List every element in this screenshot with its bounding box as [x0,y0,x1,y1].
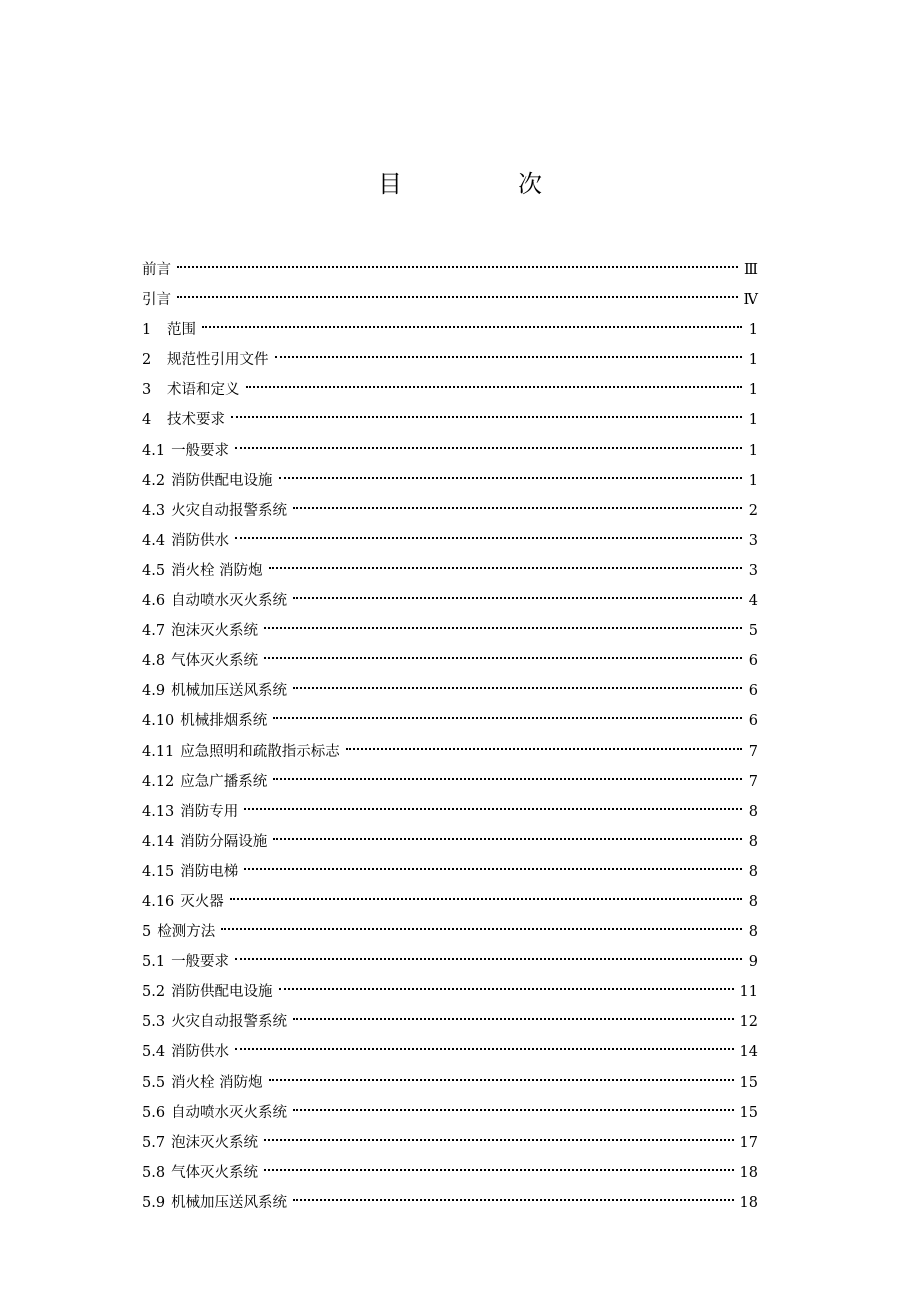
dot-leader [293,577,742,599]
page-title: 目 次 [378,170,588,198]
toc-entry[interactable] [142,1185,758,1215]
toc-entry-number: 4.11 [142,743,175,760]
toc-entry-number: 5.1 [142,954,166,971]
dot-leader [246,366,743,388]
dot-leader [235,427,742,449]
toc-entry-page: 14 [739,1044,758,1061]
toc-entry-number: 4.15 [142,863,175,880]
toc-entry-page: 8 [748,924,758,941]
toc-entry-label: 应急广播系统 [180,773,268,790]
dot-leader [346,728,742,750]
toc-entry-label: 消防供水 [171,1044,230,1061]
toc-entry-number: 4.6 [142,593,166,610]
toc-entry-page: 1 [748,442,758,459]
toc-entry-number: 4.8 [142,653,166,670]
toc-entry-label: 应急照明和疏散指示标志 [180,743,340,760]
toc-entry-label: 灭火器 [180,893,224,910]
toc-entry-label: 术语和定义 [167,382,240,399]
dot-leader [279,457,742,479]
toc-entry-page: 3 [748,532,758,549]
toc-entry-label: 火灾自动报警系统 [171,502,288,519]
toc-entry-number: 4.13 [142,803,175,820]
dot-leader [235,517,742,539]
toc-entry-label: 消火栓 消防炮 [171,562,263,579]
toc-entry-page: 7 [748,773,758,790]
toc-entry-number: 1 [142,322,152,339]
toc-entry-number: 5 [142,924,152,941]
dot-leader [293,1089,733,1111]
toc-entry-number: 5.3 [142,1014,166,1031]
toc-entry-page: 6 [748,713,758,730]
dot-leader [235,1028,733,1050]
dot-leader [293,487,742,509]
toc-entry-label: 消防供配电设施 [171,984,273,1001]
dot-leader [202,306,742,328]
toc-entry-number: 5.9 [142,1194,166,1211]
toc-entry-page: 3 [748,562,758,579]
toc-entry-label: 消防电梯 [180,863,239,880]
toc-entry-page: 12 [739,1014,758,1031]
toc-entry-number: 4.3 [142,502,166,519]
toc-entry-number: 5.5 [142,1074,166,1091]
dot-leader [269,1059,734,1081]
dot-leader [177,246,738,268]
dot-leader [264,1119,733,1141]
toc-entry-label: 技术要求 [167,412,225,429]
dot-leader [264,637,742,659]
dot-leader [244,848,742,870]
table-of-contents [142,252,758,1215]
toc-entry-number: 3 [142,382,152,399]
toc-entry-page: 1 [748,382,758,399]
dot-leader [244,788,742,810]
dot-leader [293,998,733,1020]
dot-leader [264,1149,733,1171]
toc-entry-number: 4.10 [142,713,175,730]
toc-entry-number: 2 [142,352,152,369]
toc-entry-number: 4.16 [142,893,175,910]
toc-entry-label: 引言 [142,292,171,309]
toc-entry-page: 6 [748,653,758,670]
dot-leader [279,968,734,990]
toc-entry-label: 一般要求 [171,442,230,459]
toc-entry-page: Ⅳ [743,292,758,309]
toc-entry-number: 4.5 [142,562,166,579]
toc-entry-label: 机械加压送风系统 [171,1194,288,1211]
toc-entry-page: 6 [748,683,758,700]
toc-entry-page: 8 [748,863,758,880]
toc-entry-page: Ⅲ [744,262,758,278]
toc-entry-page: 18 [739,1164,758,1181]
dot-leader [275,336,743,358]
toc-entry-label: 泡沫灭火系统 [171,1134,259,1151]
toc-entry-number: 5.4 [142,1044,166,1061]
toc-entry-label: 规范性引用文件 [167,352,269,369]
toc-entry-label: 消防分隔设施 [180,833,268,850]
toc-entry-number: 5.8 [142,1164,166,1181]
toc-entry-label: 消火栓 消防炮 [171,1074,263,1091]
toc-entry-label: 自动喷水灭火系统 [171,1104,288,1121]
toc-entry-page: 17 [739,1134,758,1151]
toc-entry-label: 气体灭火系统 [171,653,259,670]
toc-entry-label: 泡沫灭火系统 [171,623,259,640]
toc-entry-number: 5.2 [142,984,166,1001]
toc-entry-page: 1 [748,412,758,429]
toc-entry-page: 5 [748,623,758,640]
toc-entry-label: 一般要求 [171,954,230,971]
dot-leader [177,276,738,298]
dot-leader [221,908,742,930]
dot-leader [293,667,742,689]
toc-entry-page: 15 [739,1074,758,1091]
toc-entry-number: 4.14 [142,833,175,850]
toc-entry-page: 4 [748,593,758,610]
toc-entry-page: 7 [748,743,758,760]
toc-entry-number: 4.4 [142,532,166,549]
toc-entry-number: 5.6 [142,1104,166,1121]
toc-entry-page: 9 [748,954,758,971]
toc-entry-label: 火灾自动报警系统 [171,1014,288,1031]
toc-entry-page: 2 [748,502,758,519]
toc-entry-page: 1 [748,472,758,489]
dot-leader [264,607,742,629]
dot-leader [273,758,742,780]
toc-entry-page: 8 [748,833,758,850]
toc-entry-number: 4.2 [142,472,166,489]
toc-entry-page: 1 [748,352,758,369]
toc-entry-page: 15 [739,1104,758,1121]
toc-entry-number: 4 [142,412,152,429]
toc-entry-page: 11 [739,984,758,1001]
toc-entry-label: 机械加压送风系统 [171,683,288,700]
dot-leader [293,1179,733,1201]
toc-entry-label: 自动喷水灭火系统 [171,593,288,610]
toc-entry-label: 前言 [142,262,171,278]
dot-leader [235,938,742,960]
toc-entry-page: 8 [748,803,758,820]
toc-entry-page: 18 [739,1194,758,1211]
dot-leader [269,547,742,569]
toc-entry-label: 消防供配电设施 [171,472,273,489]
toc-entry-number: 4.12 [142,773,175,790]
toc-entry-label: 气体灭火系统 [171,1164,259,1181]
dot-leader [273,697,742,719]
toc-entry-number: 5.7 [142,1134,166,1151]
toc-entry-number: 4.1 [142,442,166,459]
toc-entry-label: 消防专用 [180,803,239,820]
dot-leader [273,818,742,840]
dot-leader [231,396,742,418]
toc-entry-page: 1 [748,322,758,339]
toc-entry-label: 机械排烟系统 [180,713,268,730]
toc-entry-label: 范围 [167,322,196,339]
dot-leader [230,878,742,900]
toc-entry-label: 检测方法 [157,924,216,941]
toc-entry-label: 消防供水 [171,532,230,549]
toc-entry-page: 8 [748,893,758,910]
toc-entry-number: 4.7 [142,623,166,640]
toc-entry-number: 4.9 [142,683,166,700]
